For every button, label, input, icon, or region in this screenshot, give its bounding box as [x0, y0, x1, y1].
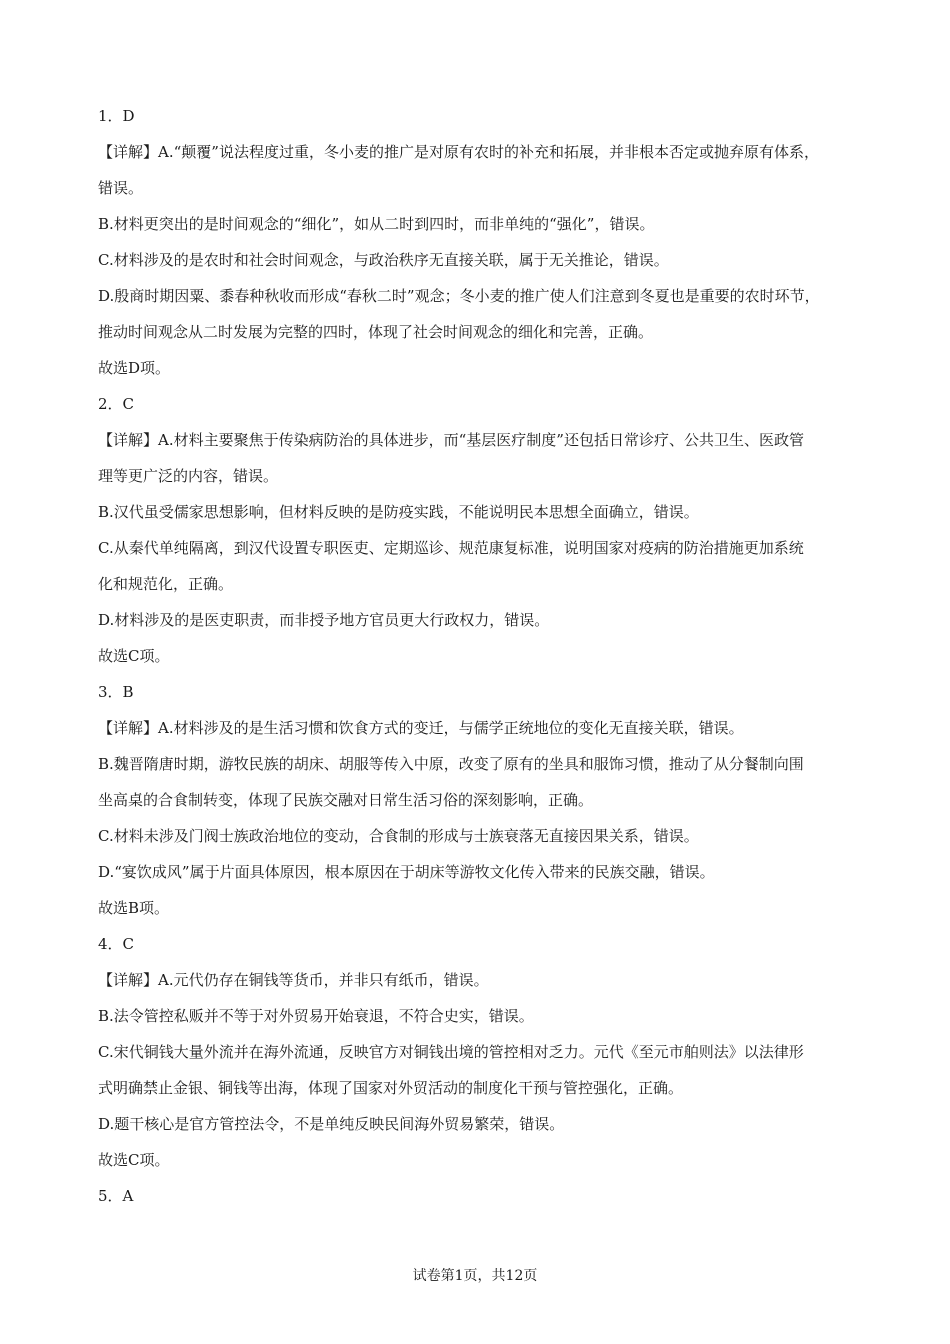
conclusion-line: 故选D项。 [98, 359, 171, 377]
answer-number: 5．A [98, 1187, 134, 1205]
page-footer: 试卷第1页，共12页 [412, 1268, 538, 1284]
explanation-line: B.汉代虽受儒家思想影响，但材料反映的是防疫实践，不能说明民本思想全面确立，错误。 [98, 503, 699, 521]
explanation-line: 【详解】A.材料主要聚焦于传染病防治的具体进步，而“基层医疗制度”还包括日常诊疗、公共卫生、医政管 [98, 431, 804, 449]
explanation-line: 【详解】A.材料涉及的是生活习惯和饮食方式的变迁，与儒学正统地位的变化无直接关联，错误。 [98, 719, 744, 737]
conclusion-line: 故选B项。 [98, 899, 170, 917]
explanation-line: C.材料未涉及门阀士族政治地位的变动，合食制的形成与士族衰落无直接因果关系，错误。 [98, 827, 699, 845]
answer-number: 2．C [98, 395, 135, 413]
answer-number: 1．D [98, 107, 135, 125]
explanation-line: D.题干核心是官方管控法令，不是单纯反映民间海外贸易繁荣，错误。 [98, 1115, 565, 1133]
explanation-line: 理等更广泛的内容，错误。 [98, 467, 279, 485]
explanation-line: 推动时间观念从二时发展为完整的四时，体现了社会时间观念的细化和完善，正确。 [98, 323, 654, 341]
explanation-line: B.材料更突出的是时间观念的“细化”，如从二时到四时，而非单纯的“强化”，错误。 [98, 215, 655, 233]
explanation-line: B.魏晋隋唐时期，游牧民族的胡床、胡服等传入中原，改变了原有的坐具和服饰习惯，推动了从分餐制向围 [98, 755, 804, 773]
conclusion-line: 故选C项。 [98, 647, 170, 665]
answer-number: 3．B [98, 683, 134, 701]
explanation-line: 【详解】A.“颠覆”说法程度过重，冬小麦的推广是对原有农时的补充和拓展，并非根本否定或抛弃原有体系， [98, 143, 819, 161]
explanation-line: D.材料涉及的是医吏职责，而非授予地方官员更大行政权力，错误。 [98, 611, 550, 629]
explanation-line: C.宋代铜钱大量外流并在海外流通，反映官方对铜钱出境的管控相对乏力。元代《至元市舶则法》以法律形 [98, 1043, 804, 1061]
answer-content [98, 98, 858, 1214]
explanation-line: B.法令管控私贩并不等于对外贸易开始衰退，不符合史实，错误。 [98, 1007, 534, 1025]
explanation-line: D.殷商时期因粟、黍春种秋收而形成“春秋二时”观念；冬小麦的推广使人们注意到冬夏也是重要的农时环节， [98, 287, 820, 305]
explanation-line: 化和规范化，正确。 [98, 575, 234, 593]
explanation-line: 【详解】A.元代仍存在铜钱等货币，并非只有纸币，错误。 [98, 971, 489, 989]
explanation-line: C.材料涉及的是农时和社会时间观念，与政治秩序无直接关联，属于无关推论，错误。 [98, 251, 669, 269]
explanation-line: 式明确禁止金银、铜钱等出海，体现了国家对外贸活动的制度化干预与管控强化，正确。 [98, 1079, 684, 1097]
answer-number: 4．C [98, 935, 135, 953]
conclusion-line: 故选C项。 [98, 1151, 170, 1169]
explanation-line: D.“宴饮成风”属于片面具体原因，根本原因在于胡床等游牧文化传入带来的民族交融，错误。 [98, 863, 715, 881]
explanation-line: C.从秦代单纯隔离，到汉代设置专职医吏、定期巡诊、规范康复标准，说明国家对疫病的防治措施更加系统 [98, 539, 804, 557]
explanation-line: 错误。 [98, 179, 144, 197]
explanation-line: 坐高桌的合食制转变，体现了民族交融对日常生活习俗的深刻影响，正确。 [98, 791, 594, 809]
